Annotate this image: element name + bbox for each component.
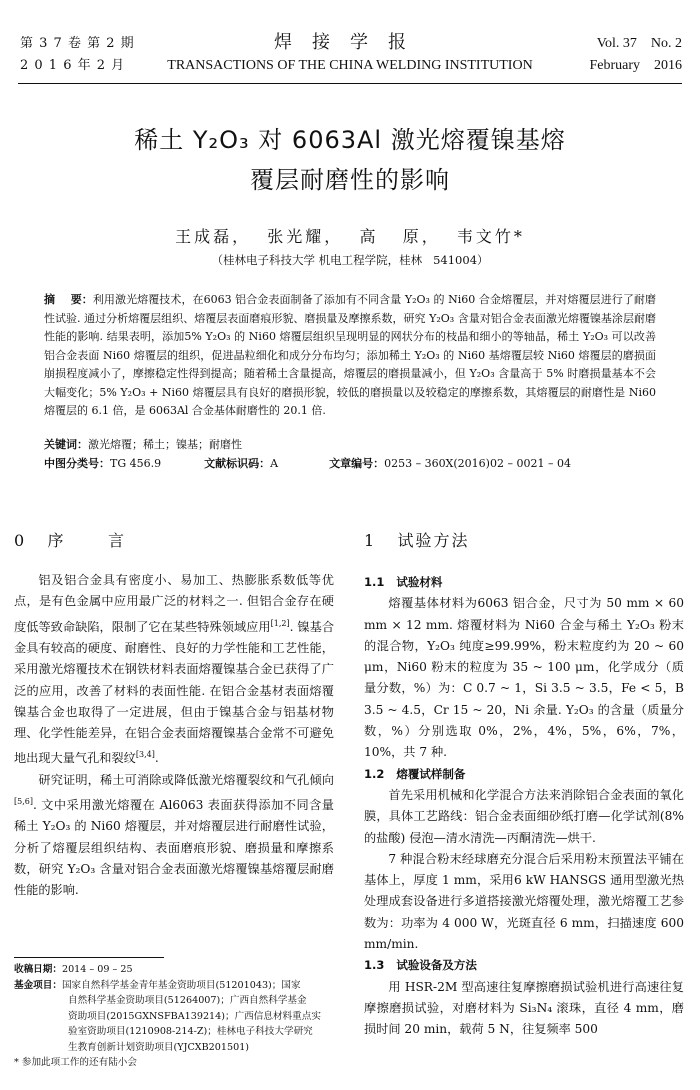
volume-issue-en: Vol. 37 No. 2 <box>596 36 682 51</box>
fund-line-3: 资助项目(2015GXNSFBA139214)；广西信息材料重点实 <box>68 1010 321 1022</box>
section-1-title: 1 试验方法 <box>364 531 470 550</box>
citation-5-6: [5,6] <box>14 797 33 807</box>
intro-p1-text-b: . 镍基合金具有较高的硬度、耐磨性、良好的力学性能和工艺性能，采用激光熔覆技术在钢铁材料表面熔覆镍基合金已获得了广泛的应用，改善了材料的表面性能. 在铝合金基材表面熔覆镍基合金也取得了一定进展，但由于镍基合金与铝基材物理、化学性能差异，在铝合金表面熔覆镍基合金常不可避免地出现大量气孔和裂纹 <box>14 619 335 766</box>
materials-paragraph: 熔覆基体材料为6063 铝合金，尺寸为 50 mm × 60 mm × 12 mm. 熔覆材料为 Ni60 合金与稀土 Y₂O₃ 粉末的混合物，Y₂O₃ 纯度≥99.99%，粉末粒度约为 20 ~ 60 μm，Ni60 粉末的粒度为 35 ~ 100 μm，化学成分（质量分数，%）为：C 0.7 ~ 1，Si 3.5 ~ 3.5，Fe < 5，B 3.5 ~ 4.5，Cr 15 ~ 20，Ni 余量. Y₂O₃ 的含量（质量分数，%）分别选取 0%，2%，4%，5%，6%，7%，10%，共 7 种. <box>364 596 684 760</box>
clc-label: 中图分类号： <box>44 457 110 470</box>
fund-label: 基金项目： <box>14 979 62 991</box>
affiliation: （桂林电子科技大学 机电工程学院，桂林 541004） <box>211 253 489 267</box>
volume-issue-line: 第 3 7 卷 第 2 期 <box>20 36 135 51</box>
received-value: 2014 – 09 – 25 <box>61 964 133 975</box>
header-rule <box>18 83 682 84</box>
received-label: 收稿日期： <box>14 964 62 975</box>
citation-1-2: [1,2] <box>270 618 290 628</box>
classification-line <box>44 455 656 471</box>
abstract <box>44 291 656 421</box>
article-no-label: 文章编号： <box>329 457 385 470</box>
journal-name-cn: 焊接学报 <box>274 32 426 53</box>
section-0-title: 0 序 言 <box>14 531 126 550</box>
intro-p1-text-c: . <box>154 751 159 766</box>
date-en: February 2016 <box>589 58 682 73</box>
citation-3-4: [3,4] <box>135 750 155 760</box>
article-no-value: 0253 – 360X(2016)02 – 0021 – 04 <box>384 457 571 470</box>
clc-value: TG 456.9 <box>110 457 162 470</box>
fund-line-2: 自然科学基金资助项目(51264007)；广西自然科学基金 <box>68 995 307 1006</box>
intro-paragraph-2 <box>14 770 334 902</box>
prep-paragraph-2: 7 种混合粉末经球磨充分混合后采用粉末预置法平铺在基体上，厚度 1 mm，采用6 kW HANSGS 通用型激光热处理成套设备进行多道搭接激光熔覆处理，激光熔覆工艺参数为：功率为 4 000 W，光斑直径 6 mm，扫描速度 600 mm/min. <box>364 851 684 952</box>
intro-paragraph-1 <box>14 570 334 770</box>
keywords-line <box>44 436 656 452</box>
subsection-1-1: 1.1 试验材料 <box>364 575 443 589</box>
title-line-2: 覆层耐磨性的影响 <box>250 166 450 194</box>
abstract-label: 摘 要： <box>44 293 93 306</box>
subsection-1-3: 1.3 试验设备及方法 <box>364 958 477 973</box>
journal-name-en: TRANSACTIONS OF THE CHINA WELDING INSTITUTION <box>167 58 533 73</box>
fund-line-4: 验室资助项目(1210908-214-Z)；桂林电子科技大学研究 <box>68 1026 313 1037</box>
keywords: 激光熔覆；稀土；镍基；耐磨性 <box>88 438 242 451</box>
authors: 王成磊， 张光耀， 高 原， 韦文竹* <box>175 227 525 246</box>
intro-p1-text-a: 铝及铝合金具有密度小、易加工、热膨胀系数低等优点，是有色金属中应用最广泛的材料之一. 但铝合金存在硬度低等致命缺陷，限制了它在某些特殊领域应用 <box>14 573 334 634</box>
doc-code-label: 文献标识码： <box>204 457 271 470</box>
equipment-paragraph: 用 HSR-2M 型高速往复摩擦磨损试验机进行高速往复摩擦磨损试验，对磨材料为 Si₃N₄ 滚珠，直径 4 mm，磨损时间 20 min，载荷 5 N，往复频率 500 <box>364 979 684 1037</box>
prep-paragraph-1: 首先采用机械和化学混合方法来消除铝合金表面的氧化膜，具体工艺路线：铝合金表面细砂纸打磨—化学试剂(8% 的盐酸) 侵泡—清水清洗—丙酮清洗—烘干. <box>364 787 684 845</box>
title-line-1: 稀土 Y₂O₃ 对 6063Al 激光熔覆镍基熔 <box>134 126 566 154</box>
received-date <box>14 962 334 978</box>
journal-volume-issue-en <box>589 33 682 77</box>
contact-note: * 参加此项工作的还有陆小会 <box>14 1057 137 1068</box>
fund-text-1: 国家自然科学基金青年基金资助项目(51201043)；国家 <box>61 979 301 991</box>
fund-line-1 <box>14 978 334 994</box>
doc-code-value: A <box>270 457 279 470</box>
footnotes <box>14 962 334 1071</box>
right-column-body <box>364 572 684 1041</box>
paper-title <box>0 120 700 200</box>
date-line: 2 0 1 6 年 2 月 <box>20 58 126 73</box>
intro-p2-text-b: . 文中采用激光熔覆在 Al6063 表面获得添加不同含量稀土 Y₂O₃ 的 Ni60 熔覆层，并对熔覆层进行耐磨性试验，分析了熔覆层组织结构、表面磨痕形貌、磨损量和摩擦系数，研究 Y₂O₃ 含量对铝合金表面激光熔覆镍基熔覆层耐磨性能的影响. <box>14 798 334 898</box>
keywords-label: 关键词： <box>44 438 88 451</box>
intro-p2-text-a: 研究证明，稀土可消除或降低激光熔覆裂纹和气孔倾向 <box>38 772 334 787</box>
left-column-body <box>14 570 334 902</box>
abstract-text: 利用激光熔覆技术，在6063 铝合金表面制备了添加有不同含量 Y₂O₃ 的 Ni60 合金熔覆层，并对熔覆层进行了耐磨性试验. 通过分析熔覆层组织、熔覆层表面磨痕形貌、磨损量及摩擦系数，研究 Y₂O₃ 含量对铝合金表面激光熔覆镍基涂层耐磨性能的影响. 结果表明，添加5% Y₂O₃ 的 Ni60 熔覆层组织呈现明显的网状分布的枝晶和细小的等轴晶，稀土 Y₂O₃ 可以改善铝合金表面 Ni60 熔覆层的组织，促进晶粒细化和成分分布均匀；添加稀土 Y₂O₃ 的 Ni60 基熔覆层较 Ni60 熔覆层的磨损面崩损程度减小了，摩擦稳定性得到提高；随着稀土含量提高，熔覆层的磨损量减小，但 Y₂O₃ 含量高于 5% 时磨损量基本不会大幅变化；5% Y₂O₃ + Ni60 熔覆层具有良好的磨损形貌，较低的磨损量以及较稳定的摩擦系数，其熔覆层的耐磨性是 Ni60 熔覆层的 6.1 倍，是 6063Al 合金基体耐磨性的 20.1 倍. <box>44 293 656 417</box>
fund-line-5: 生教育创新计划资助项目(YJCXB201501) <box>68 1041 250 1053</box>
footnote-rule <box>14 957 164 958</box>
subsection-1-2: 1.2 熔覆试样制备 <box>364 766 466 781</box>
